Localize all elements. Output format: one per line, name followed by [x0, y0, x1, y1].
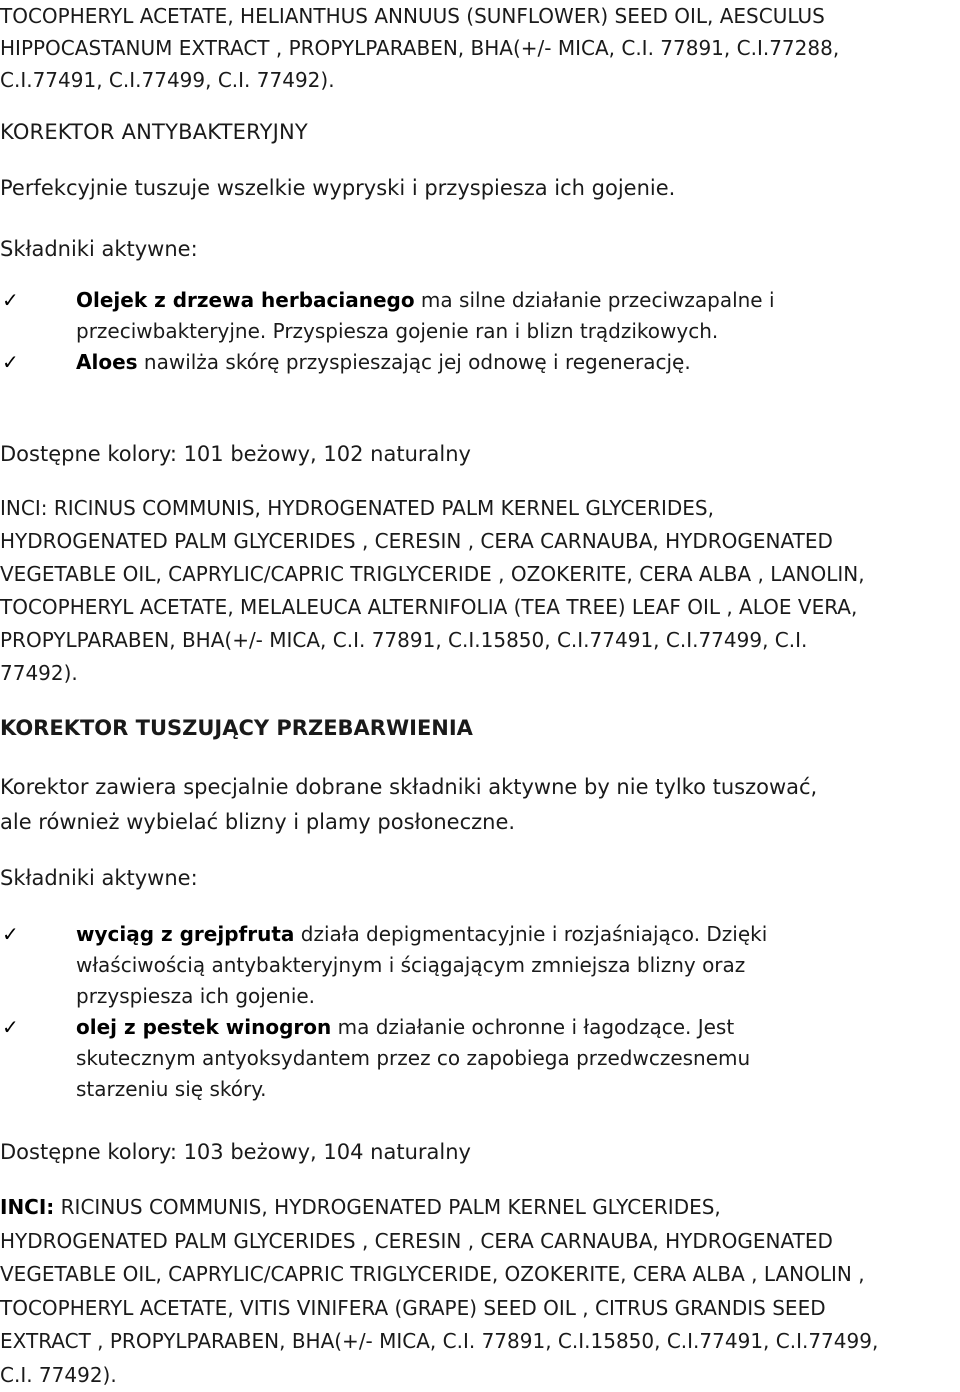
- inci-line: PROPYLPARABEN, BHA(+/- MICA, C.I. 77891, C.I.15850, C.I.77491, C.I.77499, C.I.: [0, 624, 960, 657]
- product1-title: KOREKTOR ANTYBAKTERYJNY: [0, 116, 960, 148]
- bullet-bold-term: wyciąg z grejpfruta: [76, 922, 294, 946]
- inci-line: 77492).: [0, 657, 960, 690]
- inci-line: C.I. 77492).: [0, 1359, 960, 1392]
- inci-line: VEGETABLE OIL, CAPRYLIC/CAPRIC TRIGLYCERIDE, OZOKERITE, CERA ALBA , LANOLIN ,: [0, 1258, 960, 1292]
- list-item: [0, 285, 960, 347]
- inci-line: EXTRACT , PROPYLPARABEN, BHA(+/- MICA, C.I. 77891, C.I.15850, C.I.77491, C.I.77499,: [0, 1325, 960, 1359]
- product1-available-colors: Dostępne kolory: 101 beżowy, 102 naturalny: [0, 438, 960, 470]
- ingredients-line: HIPPOCASTANUM EXTRACT , PROPYLPARABEN, BHA(+/- MICA, C.I. 77891, C.I.77288,: [0, 32, 960, 64]
- list-item: [0, 347, 960, 378]
- inci-line: VEGETABLE OIL, CAPRYLIC/CAPRIC TRIGLYCERIDE , OZOKERITE, CERA ALBA , LANOLIN,: [0, 558, 960, 591]
- inci-line: INCI: RICINUS COMMUNIS, HYDROGENATED PALM KERNEL GLYCERIDES,: [0, 492, 960, 525]
- description-line: ale również wybielać blizny i plamy posłoneczne.: [0, 805, 960, 840]
- ingredients-line: TOCOPHERYL ACETATE, HELIANTHUS ANNUUS (SUNFLOWER) SEED OIL, AESCULUS: [0, 0, 960, 32]
- inci-label: INCI:: [0, 1195, 54, 1219]
- checkmark-icon: ✓: [2, 285, 19, 316]
- product1-bullet-list: [0, 285, 960, 378]
- product2-inci: [0, 1191, 960, 1392]
- product2-active-label: Składniki aktywne:: [0, 862, 960, 894]
- bullet-text: nawilża skórę przyspieszając jej odnowę i regenerację.: [138, 350, 691, 374]
- bullet-text: ma działanie ochronne i łagodzące. Jest: [331, 1015, 734, 1039]
- list-item: [0, 1012, 960, 1105]
- inci-line: HYDROGENATED PALM GLYCERIDES , CERESIN , CERA CARNAUBA, HYDROGENATED: [0, 525, 960, 558]
- bullet-bold-term: Olejek z drzewa herbacianego: [76, 288, 415, 312]
- product1-active-label: Składniki aktywne:: [0, 233, 960, 265]
- inci-line: HYDROGENATED PALM GLYCERIDES , CERESIN , CERA CARNAUBA, HYDROGENATED: [0, 1225, 960, 1259]
- product2-title: KOREKTOR TUSZUJĄCY PRZEBARWIENIA: [0, 712, 960, 744]
- bullet-bold-term: Aloes: [76, 350, 138, 374]
- checkmark-icon: ✓: [2, 1012, 19, 1043]
- product2-description: [0, 770, 960, 840]
- bullet-text: skutecznym antyoksydantem przez co zapobiega przedwczesnemu: [0, 1043, 960, 1074]
- checkmark-icon: ✓: [2, 919, 19, 950]
- inci-line: RICINUS COMMUNIS, HYDROGENATED PALM KERNEL GLYCERIDES,: [54, 1195, 720, 1219]
- ingredients-line: C.I.77491, C.I.77499, C.I. 77492).: [0, 64, 960, 96]
- product1-description: Perfekcyjnie tuszuje wszelkie wypryski i przyspiesza ich gojenie.: [0, 172, 960, 204]
- bullet-text: starzeniu się skóry.: [0, 1074, 960, 1105]
- description-line: Korektor zawiera specjalnie dobrane składniki aktywne by nie tylko tuszować,: [0, 770, 960, 805]
- bullet-text: właściwością antybakteryjnym i ściągającym zmniejsza blizny oraz: [0, 950, 960, 981]
- list-item: [0, 919, 960, 1012]
- bullet-text: działa depigmentacyjnie i rozjaśniająco. Dzięki: [294, 922, 767, 946]
- ingredients-continuation: [0, 0, 960, 96]
- bullet-text: przeciwbakteryjne. Przyspiesza gojenie ran i blizn trądzikowych.: [0, 316, 960, 347]
- product1-inci: [0, 492, 960, 690]
- product2-bullet-list: [0, 919, 960, 1105]
- product2-available-colors: Dostępne kolory: 103 beżowy, 104 naturalny: [0, 1136, 960, 1168]
- bullet-text: ma silne działanie przeciwzapalne i: [415, 288, 775, 312]
- bullet-text: przyspiesza ich gojenie.: [0, 981, 960, 1012]
- bullet-bold-term: olej z pestek winogron: [76, 1015, 331, 1039]
- inci-line: TOCOPHERYL ACETATE, MELALEUCA ALTERNIFOLIA (TEA TREE) LEAF OIL , ALOE VERA,: [0, 591, 960, 624]
- inci-line: TOCOPHERYL ACETATE, VITIS VINIFERA (GRAPE) SEED OIL , CITRUS GRANDIS SEED: [0, 1292, 960, 1326]
- checkmark-icon: ✓: [2, 347, 19, 378]
